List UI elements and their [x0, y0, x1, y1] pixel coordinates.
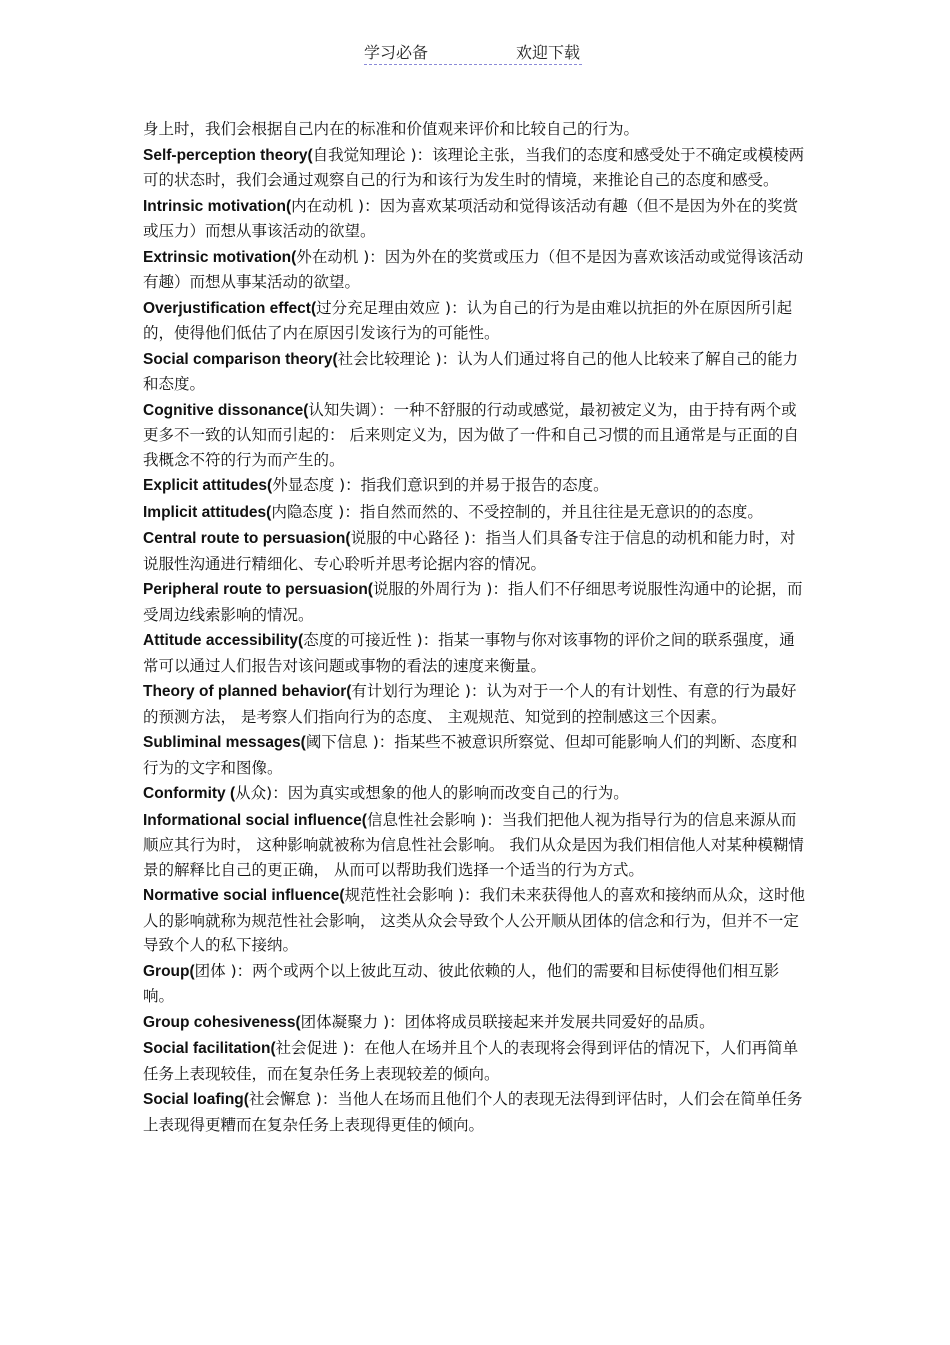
glossary-entry-cognitive-dissonance [143, 398, 808, 473]
entry-term: Informational social influence( [143, 811, 367, 829]
glossary-entry-normative-influence [143, 883, 808, 958]
entry-term: Group( [143, 962, 195, 980]
entry-term: Theory of planned behavior( [143, 683, 352, 700]
entry-term: Central route to persuasion( [143, 530, 351, 547]
entry-definition: ：指当人们具备专注于信息的动机和能力时，对说服性沟通进行精细化、专心聆听并思考论据内容的情况。 [143, 529, 796, 573]
entry-chinese-term: 团体凝聚力 ) [300, 1012, 390, 1031]
entry-chinese-term: 阈下信息 ) [305, 733, 379, 751]
entry-definition: ：一种不舒服的行动或感觉，最初被定义为，由于持有两个或更多不一致的认知而引起的： 后来则定义为，因为做了一件和自己习惯的而且通常是与正面的自我概念不符的行为而产生的。 [143, 400, 799, 469]
entry-term: Conformity ( [143, 785, 236, 802]
entry-term: Explicit attitudes( [143, 477, 273, 494]
entry-chinese-term: 团体 ) [194, 961, 237, 980]
entry-definition: ：我们未来获得他人的喜欢和接纳而从众，这时他人的影响就称为规范性社会影响， 这类从众会导致个人公开顺从团体的信念和行为，但并不一定导致个人的私下接纳。 [143, 886, 806, 954]
entry-term: Extrinsic motivation( [143, 248, 297, 266]
entry-definition: ：指人们不仔细思考说服性沟通中的论据，而受周边线索影响的情况。 [143, 580, 803, 624]
entry-term: Overjustification effect( [143, 299, 317, 317]
entry-chinese-term: 有计划行为理论 ) [351, 682, 471, 700]
glossary-entry-central-route [143, 526, 808, 576]
glossary-entry-group-cohesiveness [143, 1010, 808, 1036]
entry-chinese-term: 从众) [235, 784, 273, 802]
glossary-entry-subliminal-messages [143, 730, 808, 780]
glossary-entry-attitude-accessibility [143, 628, 808, 678]
glossary-entry-implicit-attitudes [143, 500, 808, 526]
glossary-entry-peripheral-route [143, 577, 808, 627]
page-header [364, 40, 582, 65]
glossary-entry-self-perception [143, 143, 808, 193]
entry-term: Attitude accessibility( [143, 632, 304, 649]
entry-term: Subliminal messages( [143, 734, 306, 751]
glossary-entry-explicit-attitudes [143, 473, 808, 499]
entry-definition: ：当我们把他人视为指导行为的信息来源从而顺应其行为时， 这种影响就被称为信息性社会影响。 我们从众是因为我们相信他人对某种模糊情景的解释比自己的更正确， 从而可以帮助我们选择一个适当的行为方式。 [143, 810, 804, 879]
entry-chinese-term: 认知失调） [308, 400, 379, 419]
entry-chinese-term: 内隐态度 ) [271, 502, 345, 521]
entry-definition: ：指我们意识到的并易于报告的态度。 [345, 476, 609, 494]
glossary-entry-social-facilitation [143, 1036, 808, 1086]
entry-chinese-term: 内在动机 ) [291, 196, 365, 215]
entry-chinese-term: 外显态度 ) [272, 476, 346, 494]
glossary-entry-social-comparison [143, 347, 808, 397]
document-body [143, 117, 808, 1138]
entry-chinese-term: 说服的中心路径 ) [350, 529, 471, 547]
entry-definition: ：认为对于一个人的有计划性、有意的行为最好的预测方法， 是考察人们指向行为的态度、 主观规范、知觉到的控制感这三个因素。 [143, 682, 797, 726]
entry-chinese-term: 说服的外周行为 ) [372, 580, 493, 598]
entry-definition: ：当他人在场而且他们个人的表现无法得到评估时，人们会在简单任务上表现得更糟而在复杂任务上表现得更佳的倾向。 [143, 1090, 803, 1134]
glossary-entry-group [143, 959, 808, 1009]
entry-term: Social comparison theory( [143, 350, 338, 368]
glossary-entry-informational-influence [143, 808, 808, 883]
entry-chinese-term: 外在动机 ) [296, 247, 370, 266]
entry-definition: ：在他人在场并且个人的表现将会得到评估的情况下，人们再简单任务上表现较佳，而在复杂任务上表现较差的倾向。 [143, 1039, 799, 1083]
entry-definition: ：指自然而然的、不受控制的，并且往往是无意识的的态度。 [344, 502, 763, 521]
entry-definition: ：两个或两个以上彼此互动、彼此依赖的人，他们的需要和目标使得他们相互影响。 [143, 961, 780, 1005]
entry-term: Cognitive dissonance( [143, 401, 309, 419]
intro-paragraph: 身上时，我们会根据自己内在的标准和价值观来评价和比较自己的行为。 [143, 120, 640, 138]
glossary-entry-social-loafing [143, 1087, 808, 1137]
glossary-entry-overjustification [143, 296, 808, 346]
glossary-entry-intrinsic-motivation [143, 194, 808, 244]
entry-chinese-term: 自我觉知理论 ) [312, 145, 417, 164]
entry-definition: ：指某些不被意识所察觉、但却可能影响人们的判断、态度和行为的文字和图像。 [143, 733, 798, 777]
glossary-entry-planned-behavior [143, 679, 808, 729]
entry-chinese-term: 信息性社会影响 ) [366, 810, 487, 829]
entry-chinese-term: 态度的可接近性 ) [303, 631, 423, 649]
entry-chinese-term: 社会促进 ) [275, 1039, 349, 1057]
entry-definition: ：该理论主张，当我们的态度和感受处于不确定或模棱两可的状态时，我们会通过观察自己的行为和该行为发生时的情境，来推论自己的态度和感受。 [143, 145, 805, 189]
glossary-entry-extrinsic-motivation [143, 245, 808, 295]
entry-chinese-term: 规范性社会影响 ) [344, 886, 465, 904]
entry-term: Implicit attitudes( [143, 503, 272, 521]
entry-chinese-term: 社会懈怠 ) [248, 1090, 322, 1108]
entry-definition: ：因为外在的奖赏或压力（但不是因为喜欢该活动或觉得该活动有趣）而想从事某活动的欲望。 [143, 247, 804, 291]
entry-term: Group cohesiveness( [143, 1013, 301, 1031]
entry-chinese-term: 过分充足理由效应 ) [316, 298, 452, 317]
header-right-text: 欢迎下载 [515, 43, 580, 62]
entry-term: Social facilitation( [143, 1040, 276, 1057]
entry-definition: ：因为喜欢某项活动和觉得该活动有趣（但不是因为外在的奖赏或压力）而想从事该活动的欲望。 [143, 196, 799, 240]
entry-definition: ：因为真实或想象的他人的影响而改变自己的行为。 [272, 784, 629, 802]
entry-definition: ：团体将成员联接起来并发展共同爱好的品质。 [389, 1012, 715, 1031]
entry-term: Peripheral route to persuasion( [143, 581, 373, 598]
entry-chinese-term: 社会比较理论 ) [337, 349, 442, 368]
entry-term: Normative social influence( [143, 887, 345, 904]
entry-definition: ：认为人们通过将自己的他人比较来了解自己的能力和态度。 [143, 349, 799, 393]
entry-definition: ：指某一事物与你对该事物的评价之间的联系强度，通常可以通过人们报告对该问题或事物的看法的速度来衡量。 [143, 631, 795, 675]
glossary-entry-conformity [143, 781, 808, 807]
entry-definition: ：认为自己的行为是由难以抗拒的外在原因所引起的，使得他们低估了内在原因引发该行为的可能性。 [143, 298, 793, 342]
entry-term: Self-perception theory( [143, 146, 313, 164]
header-left-text: 学习必备 [364, 43, 429, 62]
entry-term: Social loafing( [143, 1091, 249, 1108]
entry-term: Intrinsic motivation( [143, 197, 292, 215]
